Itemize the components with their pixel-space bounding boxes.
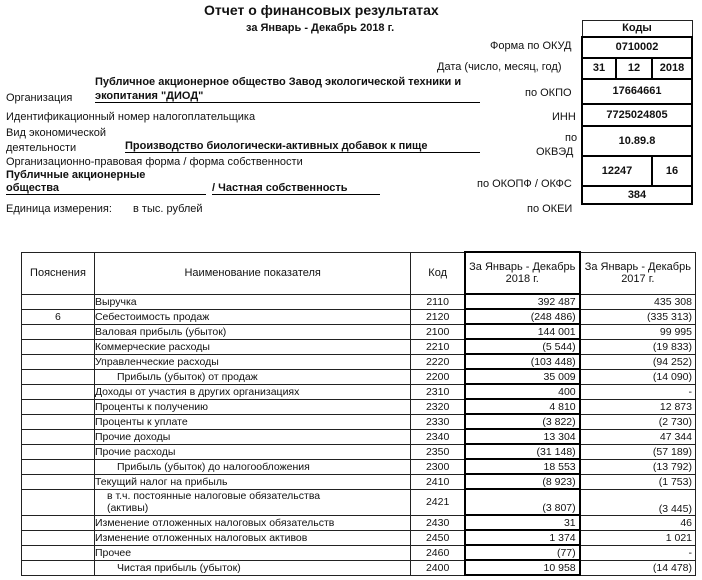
row-note [22,429,95,444]
table-row [22,515,696,530]
row-note [22,489,95,515]
row-note [22,530,95,545]
okpo-label: по ОКПО [525,87,572,99]
row-previous-value: (3 445) [580,489,696,515]
header-code: Код [411,252,465,294]
inn-value: 7725024805 [582,104,692,126]
table-row [22,294,696,309]
row-previous-value: (14 478) [580,560,696,575]
table-header-row [22,252,696,294]
row-code: 2460 [411,545,465,560]
table-row [22,474,696,489]
row-current-value: 18 553 [465,459,580,474]
legal-form-line2: общества [6,182,206,195]
date-year: 2018 [652,58,692,79]
row-code: 2310 [411,384,465,399]
legal-form-label: Организационно-правовая форма / форма собственности [6,156,303,168]
table-row [22,560,696,575]
row-name: Прочее [94,545,410,560]
row-name-line1: в т.ч. постоянные налоговые обязательства [106,490,321,502]
okud-value: 0710002 [582,37,692,58]
row-previous-value: (2 730) [580,414,696,429]
financial-results-table [21,251,696,576]
table-body [22,294,696,575]
inn-code-label: ИНН [552,111,576,123]
row-current-value: 35 009 [465,369,580,384]
row-name [94,489,410,515]
table-row [22,384,696,399]
table-row [22,324,696,339]
row-note [22,560,95,575]
okpo-value: 17664661 [582,79,692,104]
header-name: Наименование показателя [94,252,410,294]
okfs-value: 16 [652,156,692,186]
codes-table [581,20,693,205]
row-current-value: 31 [465,515,580,530]
table-row [22,354,696,369]
row-name: Прибыль (убыток) от продаж [94,369,410,384]
row-current-value: (3 807) [465,489,580,515]
row-name: Прибыль (убыток) до налогообложения [94,459,410,474]
row-name: Чистая прибыль (убыток) [94,560,410,575]
row-previous-value: (13 792) [580,459,696,474]
row-name: Проценты к получению [94,399,410,414]
row-previous-value: (14 090) [580,369,696,384]
table-row [22,489,696,515]
okud-label: Форма по ОКУД [490,40,572,52]
row-code: 2220 [411,354,465,369]
row-note [22,545,95,560]
row-note [22,369,95,384]
table-row [22,530,696,545]
row-code: 2300 [411,459,465,474]
inn-label: Идентификационный номер налогоплательщика [6,111,256,123]
okved-label-2: ОКВЭД [536,146,574,158]
date-month: 12 [616,58,652,79]
row-code: 2430 [411,515,465,530]
row-name: Изменение отложенных налоговых обязательств [94,515,410,530]
row-note [22,384,95,399]
row-previous-value: 46 [580,515,696,530]
row-previous-value: (1 753) [580,474,696,489]
table-row [22,399,696,414]
row-name-line2: (активы) [106,502,149,514]
okved-label-1: по [565,132,578,144]
row-note [22,399,95,414]
row-current-value: (248 486) [465,309,580,324]
row-previous-value: (19 833) [580,339,696,354]
report-period: за Январь - Декабрь 2018 г. [246,22,395,34]
codes-header: Коды [582,21,692,37]
table-row [22,444,696,459]
row-code: 2400 [411,560,465,575]
row-current-value: (5 544) [465,339,580,354]
row-current-value: 144 001 [465,324,580,339]
row-previous-value: 99 995 [580,324,696,339]
row-previous-value: (335 313) [580,309,696,324]
activity-value: Производство биологически-активных добавок к пище [125,140,480,153]
okopf-value: 12247 [582,156,652,186]
row-current-value: 10 958 [465,560,580,575]
row-note [22,474,95,489]
table-row [22,459,696,474]
okei-label: по ОКЕИ [527,203,573,215]
activity-label-1: Вид экономической [6,127,107,139]
ownership-value: / Частная собственность [212,182,380,195]
report-title: Отчет о финансовых результатах [204,2,439,18]
org-name-line2: экопитания "ДИОД" [95,90,480,103]
row-code: 2200 [411,369,465,384]
row-code: 2320 [411,399,465,414]
unit-value: в тыс. рублей [133,203,203,215]
header-current: За Январь - Декабрь 2018 г. [465,252,580,294]
header-notes: Пояснения [22,252,95,294]
row-previous-value: (57 189) [580,444,696,459]
row-name: Валовая прибыль (убыток) [94,324,410,339]
row-current-value: 4 810 [465,399,580,414]
okopf-label: по ОКОПФ / ОКФС [477,178,572,190]
okei-value: 384 [582,186,692,204]
legal-form-line1: Публичные акционерные [6,169,146,181]
org-label: Организация [6,92,73,104]
row-previous-value: (94 252) [580,354,696,369]
row-current-value: (103 448) [465,354,580,369]
table-row [22,369,696,384]
row-note: 6 [22,309,95,324]
row-current-value: 1 374 [465,530,580,545]
table-row [22,309,696,324]
row-note [22,354,95,369]
row-name: Коммерческие расходы [94,339,410,354]
row-current-value: 13 304 [465,429,580,444]
row-note [22,515,95,530]
okved-value: 10.89.8 [582,126,692,156]
row-note [22,459,95,474]
row-name: Управленческие расходы [94,354,410,369]
row-note [22,444,95,459]
row-code: 2110 [411,294,465,309]
row-current-value: 392 487 [465,294,580,309]
row-name: Текущий налог на прибыль [94,474,410,489]
row-current-value: 400 [465,384,580,399]
row-code: 2421 [411,489,465,515]
row-code: 2340 [411,429,465,444]
row-code: 2330 [411,414,465,429]
row-name: Доходы от участия в других организациях [94,384,410,399]
row-current-value: (3 822) [465,414,580,429]
date-label: Дата (число, месяц, год) [437,61,562,73]
row-note [22,414,95,429]
row-previous-value: - [580,384,696,399]
row-name: Проценты к уплате [94,414,410,429]
row-name: Прочие расходы [94,444,410,459]
row-previous-value: 1 021 [580,530,696,545]
row-name: Прочие доходы [94,429,410,444]
date-day: 31 [582,58,616,79]
row-previous-value: 12 873 [580,399,696,414]
header-previous: За Январь - Декабрь 2017 г. [580,252,696,294]
row-code: 2350 [411,444,465,459]
row-code: 2120 [411,309,465,324]
table-row [22,429,696,444]
row-name: Изменение отложенных налоговых активов [94,530,410,545]
row-current-value: (31 148) [465,444,580,459]
row-note [22,294,95,309]
unit-label: Единица измерения: [6,203,112,215]
row-code: 2100 [411,324,465,339]
table-row [22,414,696,429]
activity-label-2: деятельности [6,142,77,154]
row-current-value: (8 923) [465,474,580,489]
row-code: 2450 [411,530,465,545]
row-code: 2410 [411,474,465,489]
row-current-value: (77) [465,545,580,560]
org-name-line1: Публичное акционерное общество Завод экологической техники и [95,76,462,88]
row-name: Себестоимость продаж [94,309,410,324]
row-name: Выручка [94,294,410,309]
row-note [22,324,95,339]
row-code: 2210 [411,339,465,354]
row-previous-value: 47 344 [580,429,696,444]
row-previous-value: - [580,545,696,560]
row-previous-value: 435 308 [580,294,696,309]
table-row [22,339,696,354]
table-row [22,545,696,560]
row-note [22,339,95,354]
